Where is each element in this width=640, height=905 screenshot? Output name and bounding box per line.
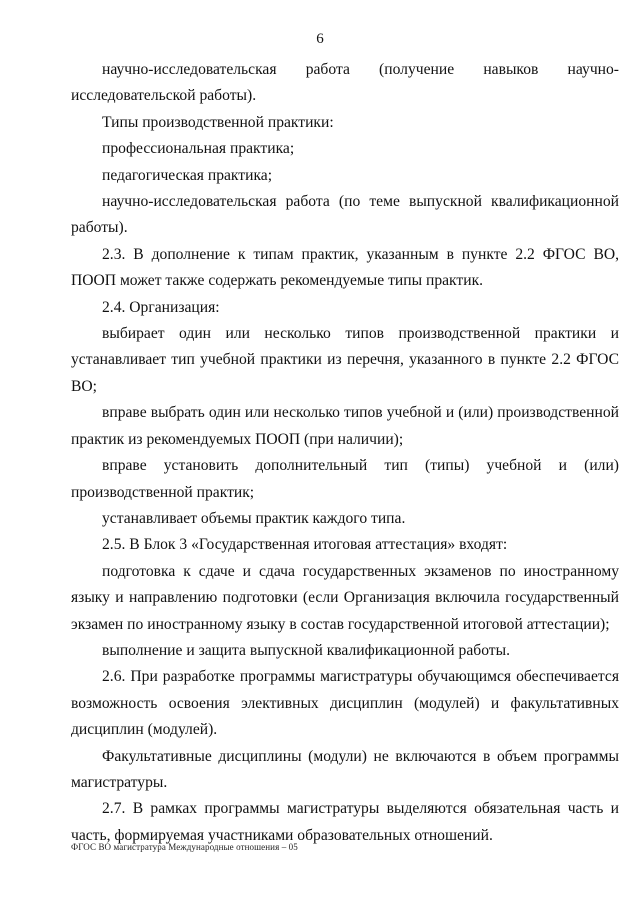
paragraph-research-work-thesis: научно-исследовательская работа (по теме выпускной квалификационной работы). <box>71 193 619 237</box>
paragraph-2-4: 2.4. Организация: <box>102 298 220 316</box>
page-number: 6 <box>316 31 324 47</box>
paragraph-chooses-types: выбирает один или несколько типов производственной практики и устанавливает тип учебной практики из перечня, указанного в пункте 2.2 ФГОС ВО; <box>71 325 619 395</box>
paragraph-production-practice-types: Типы производственной практики: <box>102 113 334 131</box>
paragraph-thesis-defense: выполнение и защита выпускной квалификационной работы. <box>102 641 510 659</box>
paragraph-sets-volumes: устанавливает объемы практик каждого типа. <box>102 509 406 527</box>
paragraph-2-5: 2.5. В Блок 3 «Государственная итоговая аттестация» входят: <box>102 536 508 554</box>
paragraph-optional-disciplines: Факультативные дисциплины (модули) не включаются в объем программы магистратуры. <box>71 747 619 791</box>
paragraph-2-7: 2.7. В рамках программы магистратуры выделяются обязательная часть и часть, формируемая участниками образовательных отношений. <box>71 800 619 844</box>
paragraph-2-6: 2.6. При разработке программы магистратуры обучающимся обеспечивается возможность освоения элективных дисциплин (модулей) и факультативных дисциплин (модулей). <box>71 668 619 739</box>
paragraph-2-3: 2.3. В дополнение к типам практик, указанным в пункте 2.2 ФГОС ВО, ПООП может также содержать рекомендуемые типы практик. <box>71 245 619 290</box>
document-body <box>71 57 619 849</box>
paragraph-pedagogical-practice: педагогическая практика; <box>102 166 273 184</box>
paragraph-may-choose: вправе выбрать один или несколько типов учебной и (или) производственной практик из рекомендуемых ПООП (при наличии); <box>71 404 619 448</box>
paragraph-research-work-intro: научно-исследовательская работа (получение навыков научно-исследовательской работы). <box>71 61 619 105</box>
footer-text: ФГОС ВО магистратура Международные отношения – 05 <box>71 842 298 852</box>
paragraph-exam-preparation: подготовка к сдаче и сдача государственных экзаменов по иностранному языку и направлению подготовки (если Организация включила государственный экзамен по иностранному языку в состав государственной итоговой аттестации); <box>71 562 619 633</box>
paragraph-professional-practice: профессиональная практика; <box>102 140 295 158</box>
paragraph-may-establish: вправе установить дополнительный тип (типы) учебной и (или) производственной практик; <box>71 457 619 501</box>
